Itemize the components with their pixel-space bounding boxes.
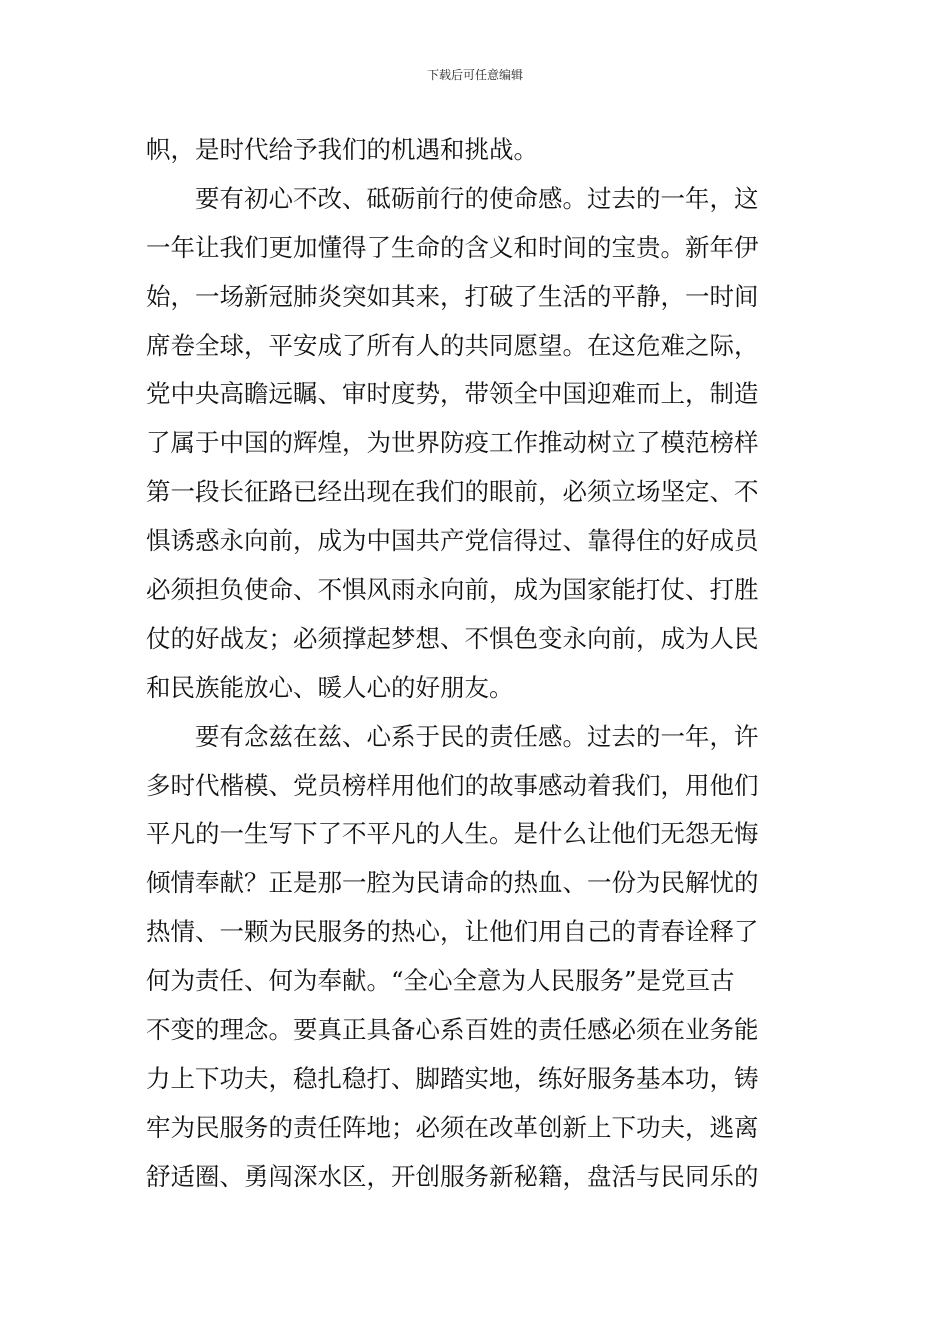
paragraph-continuation — [146, 126, 810, 175]
paragraph-responsibility — [146, 713, 810, 1202]
text-line: 党中央高瞻远瞩、审时度势，带领全中国迎难而上，制造 — [146, 379, 759, 409]
text-line: 始，一场新冠肺炎突如其来，打破了生活的平静，一时间 — [146, 281, 759, 311]
text-line: 和民族能放心、暖人心的好朋友。 — [146, 672, 514, 702]
text-line: 倾情奉献？正是那一腔为民请命的热血、一份为民解忧的 — [146, 868, 759, 898]
document-body — [146, 126, 810, 1202]
text-line: 要有初心不改、砥砺前行的使命感。过去的一年，这 — [195, 183, 759, 213]
text-line: 了属于中国的辉煌，为世界防疫工作推动树立了模范榜样 — [146, 428, 759, 458]
text-line: 帜，是时代给予我们的机遇和挑战。 — [146, 135, 538, 164]
text-line: 仗的好战友；必须撑起梦想、不惧色变永向前，成为人民 — [146, 623, 759, 653]
text-line: 热情、一颗为民服务的热心，让他们用自己的青春诠释了 — [146, 917, 759, 947]
page-header: 下载后可任意编辑 — [426, 68, 523, 82]
paragraph-mission — [146, 175, 810, 713]
text-line: 不变的理念。要真正具备心系百姓的责任感必须在业务能 — [146, 1015, 759, 1045]
text-line: 必须担负使命、不惧风雨永向前，成为国家能打仗、打胜 — [146, 575, 759, 605]
text-line: 力上下功夫，稳扎稳打、脚踏实地，练好服务基本功，铸 — [146, 1063, 759, 1093]
text-line: 一年让我们更加懂得了生命的含义和时间的宝贵。新年伊 — [146, 232, 759, 262]
text-line: 何为责任、何为奉献。“全心全意为人民服务”是党亘古 — [146, 966, 735, 996]
text-line: 惧诱惑永向前，成为中国共产党信得过、靠得住的好成员 — [146, 526, 759, 556]
text-line: 牢为民服务的责任阵地；必须在改革创新上下功夫，逃离 — [146, 1112, 759, 1142]
text-line: 席卷全球，平安成了所有人的共同愿望。在这危难之际， — [146, 330, 759, 360]
text-line: 多时代楷模、党员榜样用他们的故事感动着我们，用他们 — [146, 770, 759, 800]
text-line: 平凡的一生写下了不平凡的人生。是什么让他们无怨无悔 — [146, 819, 759, 849]
text-line: 第一段长征路已经出现在我们的眼前，必须立场坚定、不 — [146, 477, 759, 507]
text-line: 要有念兹在兹、心系于民的责任感。过去的一年，许 — [195, 721, 759, 751]
text-line: 舒适圈、勇闯深水区，开创服务新秘籍，盘活与民同乐的 — [146, 1161, 759, 1191]
